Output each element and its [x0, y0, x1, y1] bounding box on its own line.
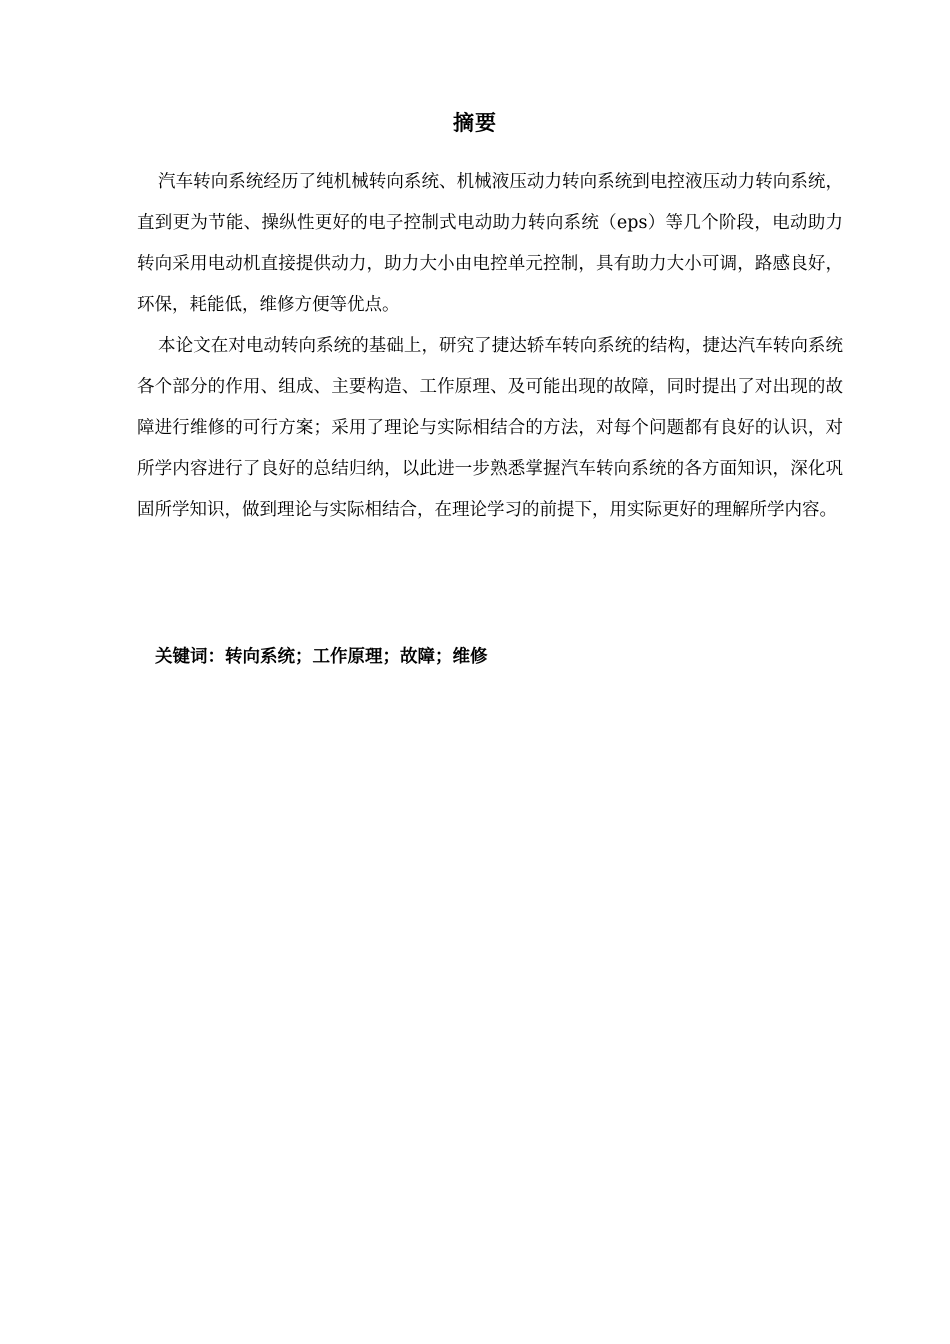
keywords-line: 关键词：转向系统；工作原理；故障；维修 [155, 647, 488, 667]
abstract-paragraph-2: 本论文在对电动转向系统的基础上，研究了捷达轿车转向系统的结构，捷达汽车转向系统各个部分的作用、组成、主要构造、工作原理、及可能出现的故障，同时提出了对出现的故障进行维修的可行方案；采用了理论与实际相结合的方法，对每个问题都有良好的认识，对所学内容进行了良好的总结归纳，以此进一步熟悉掌握汽车转向系统的各方面知识，深化巩固所学知识，做到理论与实际相结合，在理论学习的前提下，用实际更好的理解所学内容。 [137, 336, 843, 520]
abstract-body [137, 162, 843, 531]
abstract-paragraph-1: 汽车转向系统经历了纯机械转向系统、机械液压动力转向系统到电控液压动力转向系统，直到更为节能、操纵性更好的电子控制式电动助力转向系统（eps）等几个阶段，电动助力转向采用电动机直接提供动力，助力大小由电控单元控制，具有助力大小可调，路感良好，环保，耗能低，维修方便等优点。 [137, 172, 843, 315]
page-title: 摘要 [453, 110, 497, 135]
